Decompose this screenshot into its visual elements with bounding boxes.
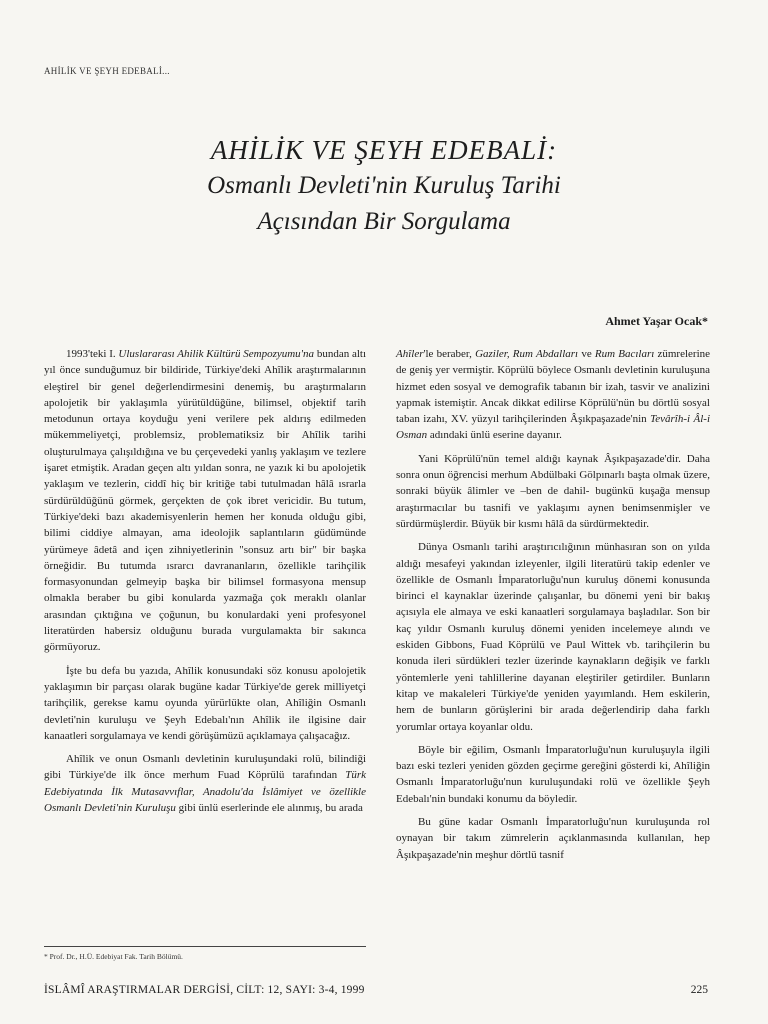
left-p3-end: gibi ünlü eserlerinde ele alınmış, bu arada xyxy=(178,802,363,815)
right-column xyxy=(396,346,710,870)
left-paragraph-3 xyxy=(44,751,366,816)
left-p3-text: Ahîlik ve onun Osmanlı devletinin kuruluşundaki rolü, bilindiği gibi Türkiye'de ilk önce merhum Fuad Köprülü tarafından xyxy=(44,753,366,782)
right-p1-italic-1: Ahîler xyxy=(396,348,424,360)
footnote: * Prof. Dr., H.Ü. Edebiyat Fak. Tarih Bölümü. xyxy=(44,952,183,961)
left-p1-text: bundan altı yıl önce sunduğumuz bir bildiride, Türkiye'deki Ahîlik araştırmalarının eleştirel bir genel değerlendirmesini denemiş, bu araştırmaların apolojetik bir yaklaşımla yürütüldüğüne, bilimsel, objektif tarih metodunun ortaya koyduğu yeni verilere pek aldırış edilmeden mükemmeliyetçi, problemsiz, problematiksiz bir Ahîlik tarihi oluşturulmaya çalışıldığına ve bu çerçevedeki yanlış yaklaşım ve tezlere işaret etmiştik. Aradan geçen altı yıldan sonra, ne yazık ki bu apolojetik yaklaşım ve tezlerin, ciddî hiç bir kritiğe tabi tutulmadan hâlâ ısrarla sürdürüldüğünü görmek, gerçekten de çok ibret vericidir. Bu tutum, Türkiye'deki bazı akademisyenlerin hemen her konuda olduğu gibi, bilimi ciddiye almayan, ama ideolojik saplantıların güdümünde yürümeye âdetâ and içen zihniyetlerinin "sonsuz artı bir" bir başka örneğidir. Bu tutumda ısrarcı davrananların, özellikle tarihçilik formasyonundan gelmeyip başka bir bilimsel formasyona mensup olmakla beraber bu gibi konularda yazmağa çok meraklı olanlar arasından çıktığına ve çoğunun, bu konulardaki yeni profesyonel literatürden habersiz olduğunu burada vurgulamakta bir sakınca görmüyoruz. xyxy=(44,348,367,654)
left-column xyxy=(44,346,366,823)
running-head: AHİLİK VE ŞEYH EDEBALİ... xyxy=(44,66,170,76)
title-line-3: Açısından Bir Sorgulama xyxy=(257,208,511,235)
title-line-2: Osmanlı Devleti'nin Kuruluş Tarihi xyxy=(207,172,561,199)
right-p1-text-1: 'le beraber, xyxy=(423,348,472,360)
left-p3-italic: Türk Edebiyatında İlk Mutasavvıflar, Anadolu'da İslâmiyet ve özellikle Osmanlı Devleti'nin Kuruluşu xyxy=(44,769,366,815)
footnote-divider xyxy=(44,946,366,947)
right-p1-italic-2: Gaziler, Rum Abdalları xyxy=(475,348,579,360)
right-paragraph-4: Böyle bir eğilim, Osmanlı İmparatorluğu'nun kuruluşuyla ilgili bazı eski tezleri yeniden gözden geçirme gereğini gösterdi ki, Ahîliğin Osmanlı İmparatorluğu'nun kuruluşundaki rolü ve özellikle Şeyh Edebalı'nin bundaki konumu da böyledir. xyxy=(396,743,710,805)
right-paragraph-2: Yani Köprülü'nün temel aldığı kaynak Âşıkpaşazade'dir. Daha sonra onun öğrencisi merhum Abdülbaki Gölpınarlı başta olmak üzere, sonraki büyük âlimler ve –ben de dahil- bugünkü kuşağa mensup araştırmacılar bu tasnifi ve yaklaşımı aynen benimsenmişler ve sürdürmüşlerdir. Büyük bir kısmı hâlâ da sürdürmektedir. xyxy=(396,452,710,530)
left-p1-italic: Uluslararası Ahilik Kültürü Sempozyumu'na xyxy=(118,348,315,360)
article-title xyxy=(80,132,688,240)
right-p1-italic-4: Tevârîh-i Âl-i Osman xyxy=(396,413,710,442)
right-paragraph-5: Bu güne kadar Osmanlı İmparatorluğu'nun kuruluşunda rol oynayan bir takım zümrelerin açıklanmasında kullanılan, hep Âşıkpaşazade'nin meşhur dörtlü tasnif xyxy=(396,816,710,861)
journal-footer: İSLÂMÎ ARAŞTIRMALAR DERGİSİ, CİLT: 12, SAYI: 3-4, 1999 xyxy=(44,984,365,996)
right-p1-text-3: zümrelerine de geniş yer vermiştir. Köprülü böylece Osmanlı devletinin kuruluşuna hizmet eden sosyal ve demografik tabanın bir izah, tasvir ve analizini yapmak istemiştir. Ancak dikkat edilirse Köprülü'nün bu dörtlü sosyal taban izahı, XV. yüzyıl tarihçilerinden Âşıkpaşazade'nin xyxy=(396,348,711,426)
right-paragraph-3: Dünya Osmanlı tarihi araştırıcılığının münhasıran son on yılda aldığı mesafeyi yakından izleyenler, ilgili literatürü takip edenler ve özellikle de Osmanlı İmparatorluğu'nun kuruluş dönemi konusunda birinci el kaynaklar üzerinde çalışanlar, bu dönemi yeni bir bakış açısıyla ele almaya ve eski kanaatleri sorgulamaya başladılar. Son bir kaç yıldır Osmanlı kuruluş dönemi yeniden incelemeye alındı ve eskiden Gibbons, Fuad Köprülü ve Paul Wittek vb. tarihçilerin bu konuda ileri sürdükleri tezler üzerinde kaynakların değişik ve farklı yöntemlerle yeni tahlillerine dayanan eleştiriler getirdiler. Bunların kitap ve makaleleri Türkiye'de yeniden yayımlandı. Hem eskilerin, hem de bunların görüşlerini bir arada değerlendirip daha farklı yorumlar ortaya koyanlar oldu. xyxy=(396,541,710,733)
right-paragraph-1 xyxy=(396,346,710,444)
right-p1-text-2: ve xyxy=(581,348,592,360)
page-number: 225 xyxy=(690,984,708,996)
title-line-1: AHİLİK VE ŞEYH EDEBALİ: xyxy=(210,135,558,165)
left-paragraph-2: İşte bu defa bu yazıda, Ahîlik konusundaki söz konusu apolojetik yaklaşımın bir parçası olarak bugüne kadar Türkiye'de gerek milliyetçi tarihçilik, gerekse kamu oyunda yürürlükte olan, Ahîliğin Osmanlı devleti'nin kuruluşu ve Şeyh Edebalı'nın Ahîlik ile ilgisine dair kanaatleri sorgulamaya ve kendi görüşümüzü açıklamaya çalışacağız. xyxy=(44,664,366,742)
right-p1-italic-3: Rum Bacıları xyxy=(594,348,655,360)
author-name: Ahmet Yaşar Ocak* xyxy=(605,314,708,328)
left-paragraph-1 xyxy=(44,346,366,656)
left-p1-lead: 1993'teki I. xyxy=(66,348,116,360)
right-p1-text-4: adındaki ünlü eserine dayanır. xyxy=(429,429,562,442)
